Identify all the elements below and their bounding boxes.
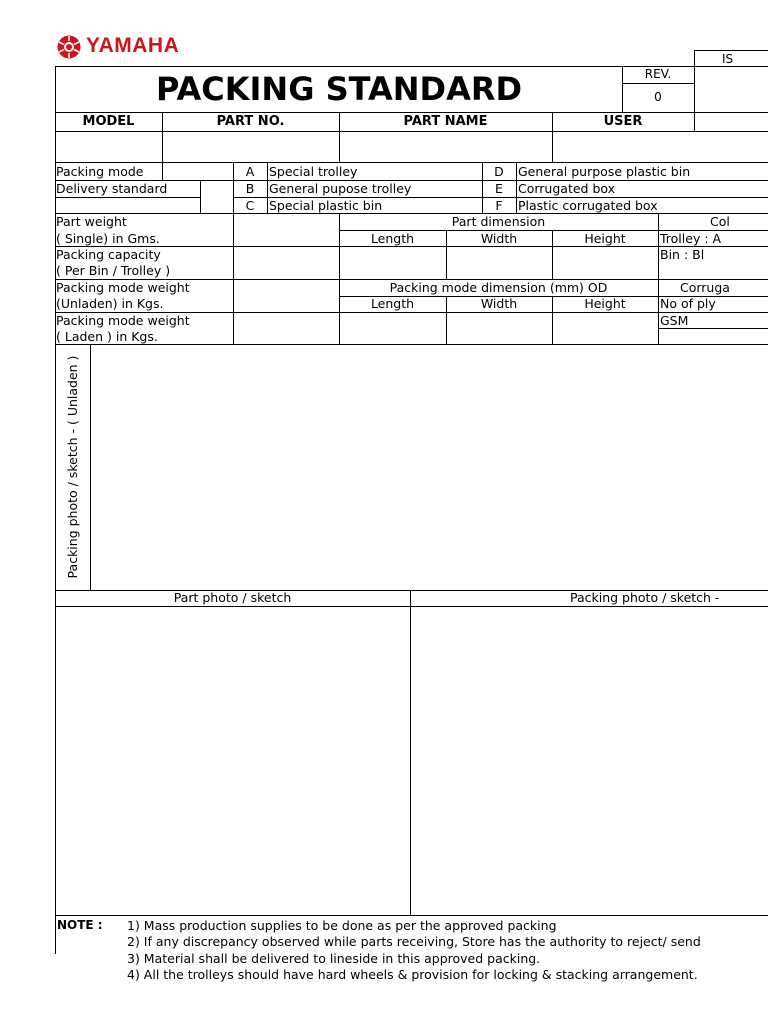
part-weight-unit: ( Single) in Gms. — [56, 231, 160, 246]
pack-length-header: Length — [370, 296, 415, 311]
rev-value: 0 — [654, 90, 662, 104]
part-photo-area[interactable] — [56, 607, 410, 915]
brand-name: YAMAHA — [86, 34, 180, 57]
packing-capacity-label: Packing capacity — [56, 247, 161, 262]
packing-capacity-unit: ( Per Bin / Trolley ) — [56, 263, 171, 278]
mode-code-f: F — [495, 198, 503, 213]
packing-mode-label: Packing mode — [56, 164, 144, 179]
user-field[interactable] — [553, 132, 694, 161]
note-item-2: 2) If any discrepancy observed while parts receiving, Store has the authority to reject/ send — [127, 934, 701, 949]
packing-dimension-header: Packing mode dimension (mm) OD — [389, 280, 608, 295]
pack-width-header: Width — [480, 296, 518, 311]
note-item-3: 3) Material shall be delivered to lineside in this approved packing. — [127, 951, 541, 966]
packing-capacity-field[interactable] — [234, 247, 339, 279]
delivery-standard-label: Delivery standard — [56, 181, 168, 196]
unladen-weight-label: Packing mode weight — [56, 280, 190, 295]
laden-weight-field[interactable] — [234, 313, 339, 344]
issue-label: IS — [722, 52, 734, 66]
note-item-4: 4) All the trolleys should have hard wheels & provision for locking & stacking arrangement. — [127, 967, 698, 982]
laden-weight-unit: ( Laden ) in Kgs. — [56, 329, 158, 344]
page-title: PACKING STANDARD — [155, 70, 523, 108]
model-header: MODEL — [82, 114, 135, 129]
mode-code-a: A — [245, 164, 255, 179]
bin-colour: Bin : Bl — [660, 247, 705, 262]
trolley-colour: Trolley : A — [660, 231, 722, 246]
note-item-1: 1) Mass production supplies to be done as per the approved packing — [127, 918, 557, 933]
part-height-header: Height — [584, 231, 626, 246]
rev-label: REV. — [644, 67, 672, 81]
laden-weight-label: Packing mode weight — [56, 313, 190, 328]
unladen-weight-unit: (Unladen) in Kgs. — [56, 296, 164, 311]
part-length-header: Length — [370, 231, 415, 246]
colour-header: Col — [710, 214, 730, 229]
packing-photo-header: Packing photo / sketch - — [570, 590, 720, 605]
brand-logo — [56, 34, 226, 60]
part-no-header: PART NO. — [216, 114, 285, 129]
part-name-header: PART NAME — [403, 114, 488, 129]
part-name-field[interactable] — [340, 132, 552, 161]
mode-label-c: Special plastic bin — [269, 198, 383, 213]
corrugated-header: Corruga — [680, 280, 730, 295]
mode-label-a: Special trolley — [269, 164, 358, 179]
unladen-weight-field[interactable] — [234, 280, 339, 312]
mode-code-d: D — [494, 164, 504, 179]
part-width-header: Width — [480, 231, 518, 246]
model-field[interactable] — [56, 132, 162, 161]
packing-photo-area[interactable] — [411, 607, 768, 915]
part-photo-header: Part photo / sketch — [173, 590, 292, 605]
gsm-label: GSM — [660, 313, 689, 328]
part-weight-field[interactable] — [234, 214, 339, 246]
part-no-field[interactable] — [163, 132, 339, 161]
mode-code-e: E — [495, 181, 503, 196]
tuning-forks-emblem-icon — [56, 34, 82, 60]
mode-code-b: B — [245, 181, 255, 196]
pack-height-header: Height — [584, 296, 626, 311]
user-header: USER — [603, 114, 643, 129]
mode-label-e: Corrugated box — [518, 181, 616, 196]
part-dimension-header: Part dimension — [451, 214, 546, 229]
unladen-photo-label-box — [56, 345, 90, 590]
unladen-photo-label: Packing photo / sketch - ( Unladen ) — [65, 355, 80, 579]
mode-label-f: Plastic corrugated box — [518, 198, 658, 213]
note-label: NOTE : — [57, 918, 103, 932]
mode-label-b: General pupose trolley — [269, 181, 412, 196]
mode-label-d: General purpose plastic bin — [518, 164, 691, 179]
unladen-photo-area[interactable] — [91, 345, 768, 590]
part-weight-label: Part weight — [56, 214, 127, 229]
no-of-ply-label: No of ply — [660, 296, 716, 311]
mode-code-c: C — [245, 198, 255, 213]
